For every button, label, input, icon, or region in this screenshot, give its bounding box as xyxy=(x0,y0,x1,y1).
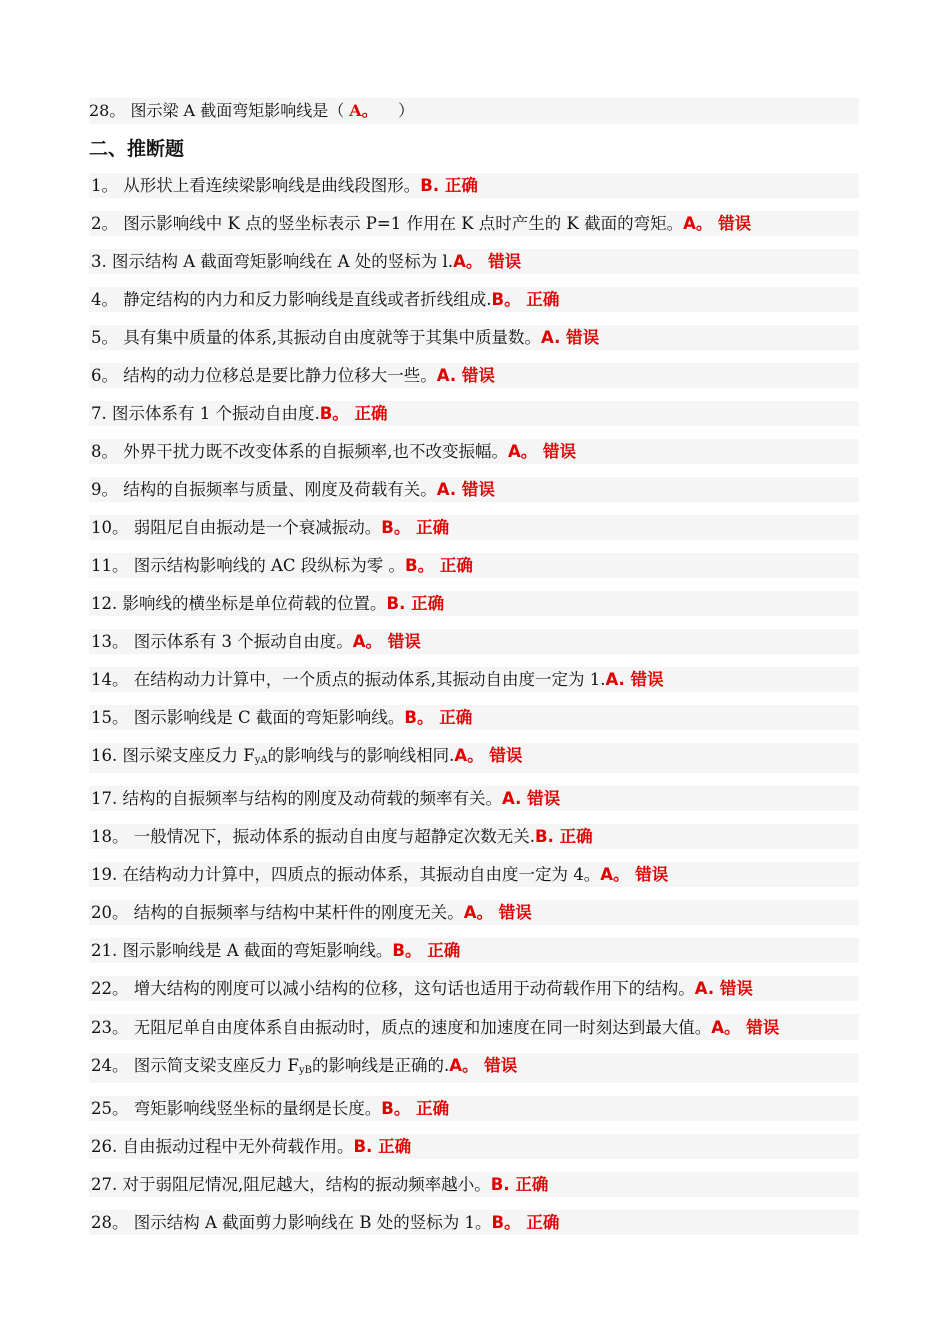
question-text: 对于弱阻尼情况,阻尼越大，结构的振动频率越小。 xyxy=(122,1175,491,1194)
question-answer: A. 错误 xyxy=(502,789,561,808)
question-text: 图示结构 A 截面剪力影响线在 B 处的竖标为 1。 xyxy=(133,1213,492,1232)
question-answer: A。 错误 xyxy=(463,903,532,922)
question-item xyxy=(89,515,859,540)
question-text: 一般情况下，振动体系的振动自由度与超静定次数无关. xyxy=(133,827,535,846)
question-item xyxy=(89,1096,859,1121)
question-number: 19. xyxy=(91,865,118,884)
question-item xyxy=(89,287,859,312)
question-answer: A。 错误 xyxy=(683,214,752,233)
question-item xyxy=(89,363,859,388)
question-number: 23。 xyxy=(91,1018,129,1037)
question-answer: B. 正确 xyxy=(490,1175,549,1194)
question-answer: A。 错误 xyxy=(711,1018,780,1037)
question-text: 结构的自振频率与结构的刚度及动荷载的频率有关。 xyxy=(122,789,502,808)
question-number: 9。 xyxy=(91,480,118,499)
question-item xyxy=(89,938,859,963)
question-answer: A。 错误 xyxy=(454,746,523,765)
question-item xyxy=(89,786,859,811)
question-answer: B. 正确 xyxy=(386,594,445,613)
question-answer: B。 正确 xyxy=(319,404,388,423)
question-item xyxy=(89,211,859,236)
question-item xyxy=(89,1053,859,1083)
question-answer: A。 错误 xyxy=(600,865,669,884)
question-text: 在结构动力计算中，一个质点的振动体系,其振动自由度一定为 1. xyxy=(133,670,606,689)
question-text: 图示体系有 3 个振动自由度。 xyxy=(133,632,353,651)
question-item xyxy=(89,900,859,925)
question-answer: A. 错误 xyxy=(436,480,495,499)
question-item xyxy=(89,667,859,692)
question-number: 25。 xyxy=(91,1099,129,1118)
question-number: 14。 xyxy=(91,670,129,689)
question-item xyxy=(89,477,859,502)
question-answer: A。 错误 xyxy=(449,1056,518,1075)
section-title: 二、推断题 xyxy=(89,138,185,160)
question-number: 24。 xyxy=(91,1056,129,1075)
question-number: 17. xyxy=(91,789,118,808)
question-answer: B。 正确 xyxy=(491,1213,560,1232)
question-answer: A. 错误 xyxy=(605,670,664,689)
question-number: 10。 xyxy=(91,518,129,537)
question-text: 影响线的横坐标是单位荷载的位置。 xyxy=(122,594,387,613)
question-answer: B。 正确 xyxy=(491,290,560,309)
question-number: 12. xyxy=(91,594,118,613)
question-number: 13。 xyxy=(91,632,129,651)
top-question-number: 28。 xyxy=(89,101,126,120)
question-answer: A。 错误 xyxy=(453,252,522,271)
question-number: 5。 xyxy=(91,328,118,347)
question-text: 外界干扰力既不改变体系的自振频率,也不改变振幅。 xyxy=(123,442,508,461)
question-text: 自由振动过程中无外荷载作用。 xyxy=(122,1137,354,1156)
question-item xyxy=(89,1134,859,1159)
question-text: 图示简支梁支座反力 F xyxy=(133,1056,299,1075)
question-item xyxy=(89,325,859,350)
question-item xyxy=(89,173,859,198)
question-item xyxy=(89,1014,859,1040)
question-text: 在结构动力计算中，四质点的振动体系，其振动自由度一定为 4。 xyxy=(122,865,601,884)
question-subscript: yA xyxy=(254,755,268,766)
question-item xyxy=(89,705,859,730)
top-question xyxy=(89,98,859,124)
question-answer: B。 正确 xyxy=(381,1099,450,1118)
question-number: 27. xyxy=(91,1175,118,1194)
question-number: 1。 xyxy=(91,176,118,195)
question-item xyxy=(89,862,859,887)
question-text: 具有集中质量的体系,其振动自由度就等于其集中质量数。 xyxy=(123,328,541,347)
question-text: 图示影响线中 K 点的竖坐标表示 P=1 作用在 K 点时产生的 K 截面的弯矩。 xyxy=(123,214,684,233)
question-item xyxy=(89,439,859,464)
question-text: 结构的自振频率与质量、刚度及荷载有关。 xyxy=(123,480,437,499)
question-answer: B。 正确 xyxy=(381,518,450,537)
question-answer: A。 错误 xyxy=(508,442,577,461)
question-text: 静定结构的内力和反力影响线是直线或者折线组成. xyxy=(123,290,492,309)
question-text: 图示体系有 1 个振动自由度. xyxy=(112,404,320,423)
question-answer: B. 正确 xyxy=(353,1137,412,1156)
question-text: 从形状上看连续梁影响线是曲线段图形。 xyxy=(123,176,421,195)
question-text: 图示梁支座反力 F xyxy=(122,746,255,765)
question-answer: B. 正确 xyxy=(535,827,593,846)
question-item xyxy=(89,1172,859,1197)
question-item xyxy=(89,629,859,654)
question-text: 结构的动力位移总是要比静力位移大一些。 xyxy=(123,366,437,385)
question-answer: B。 正确 xyxy=(405,556,473,575)
question-number: 16. xyxy=(91,746,118,765)
top-question-close: ） xyxy=(398,101,415,120)
question-text: 弱阻尼自由振动是一个衰减振动。 xyxy=(133,518,382,537)
question-answer: A. 错误 xyxy=(541,328,600,347)
question-number: 28。 xyxy=(91,1213,129,1232)
question-number: 6。 xyxy=(91,366,118,385)
top-question-answer: A。 xyxy=(349,101,378,120)
question-text: 增大结构的刚度可以减小结构的位移，这句话也适用于动荷载作用下的结构。 xyxy=(133,979,695,998)
question-text: 图示结构影响线的 AC 段纵标为零 。 xyxy=(133,556,406,575)
question-item xyxy=(89,743,859,773)
question-number: 2。 xyxy=(91,214,118,233)
question-text: 无阻尼单自由度体系自由振动时，质点的速度和加速度在同一时刻达到最大值。 xyxy=(133,1018,712,1037)
question-answer: A. 错误 xyxy=(436,366,495,385)
question-answer: B. 正确 xyxy=(420,176,478,195)
question-number: 4。 xyxy=(91,290,118,309)
question-text: 图示影响线是 C 截面的弯矩影响线。 xyxy=(133,708,405,727)
question-number: 26. xyxy=(91,1137,118,1156)
question-number: 18。 xyxy=(91,827,129,846)
question-text: 结构的自振频率与结构中某杆件的刚度无关。 xyxy=(133,903,464,922)
question-text: 的影响线是正确的. xyxy=(311,1056,450,1075)
question-number: 15。 xyxy=(91,708,129,727)
question-item xyxy=(89,553,859,578)
question-text: 的影响线与的影响线相同. xyxy=(267,746,455,765)
question-item xyxy=(89,591,859,616)
question-answer: B。 正确 xyxy=(392,941,461,960)
question-text: 图示结构 A 截面弯矩影响线在 A 处的竖标为 l. xyxy=(112,252,454,271)
question-answer: A。 错误 xyxy=(352,632,421,651)
question-number: 8。 xyxy=(91,442,118,461)
question-answer: A. 错误 xyxy=(694,979,753,998)
question-number: 11。 xyxy=(91,556,129,575)
question-item xyxy=(89,1210,859,1235)
question-number: 3. xyxy=(91,252,107,271)
question-subscript: yB xyxy=(298,1065,312,1076)
question-item xyxy=(89,824,859,849)
top-question-text: 图示梁 A 截面弯矩影响线是（ xyxy=(130,101,345,120)
question-number: 7. xyxy=(91,404,107,423)
question-number: 22。 xyxy=(91,979,129,998)
question-item xyxy=(89,249,859,274)
question-item xyxy=(89,401,859,426)
question-text: 弯矩影响线竖坐标的量纲是长度。 xyxy=(133,1099,382,1118)
question-list xyxy=(89,173,859,1248)
question-item xyxy=(89,976,859,1001)
question-answer: B。 正确 xyxy=(404,708,473,727)
question-text: 图示影响线是 A 截面的弯矩影响线。 xyxy=(122,941,393,960)
question-number: 21. xyxy=(91,941,118,960)
question-number: 20。 xyxy=(91,903,129,922)
